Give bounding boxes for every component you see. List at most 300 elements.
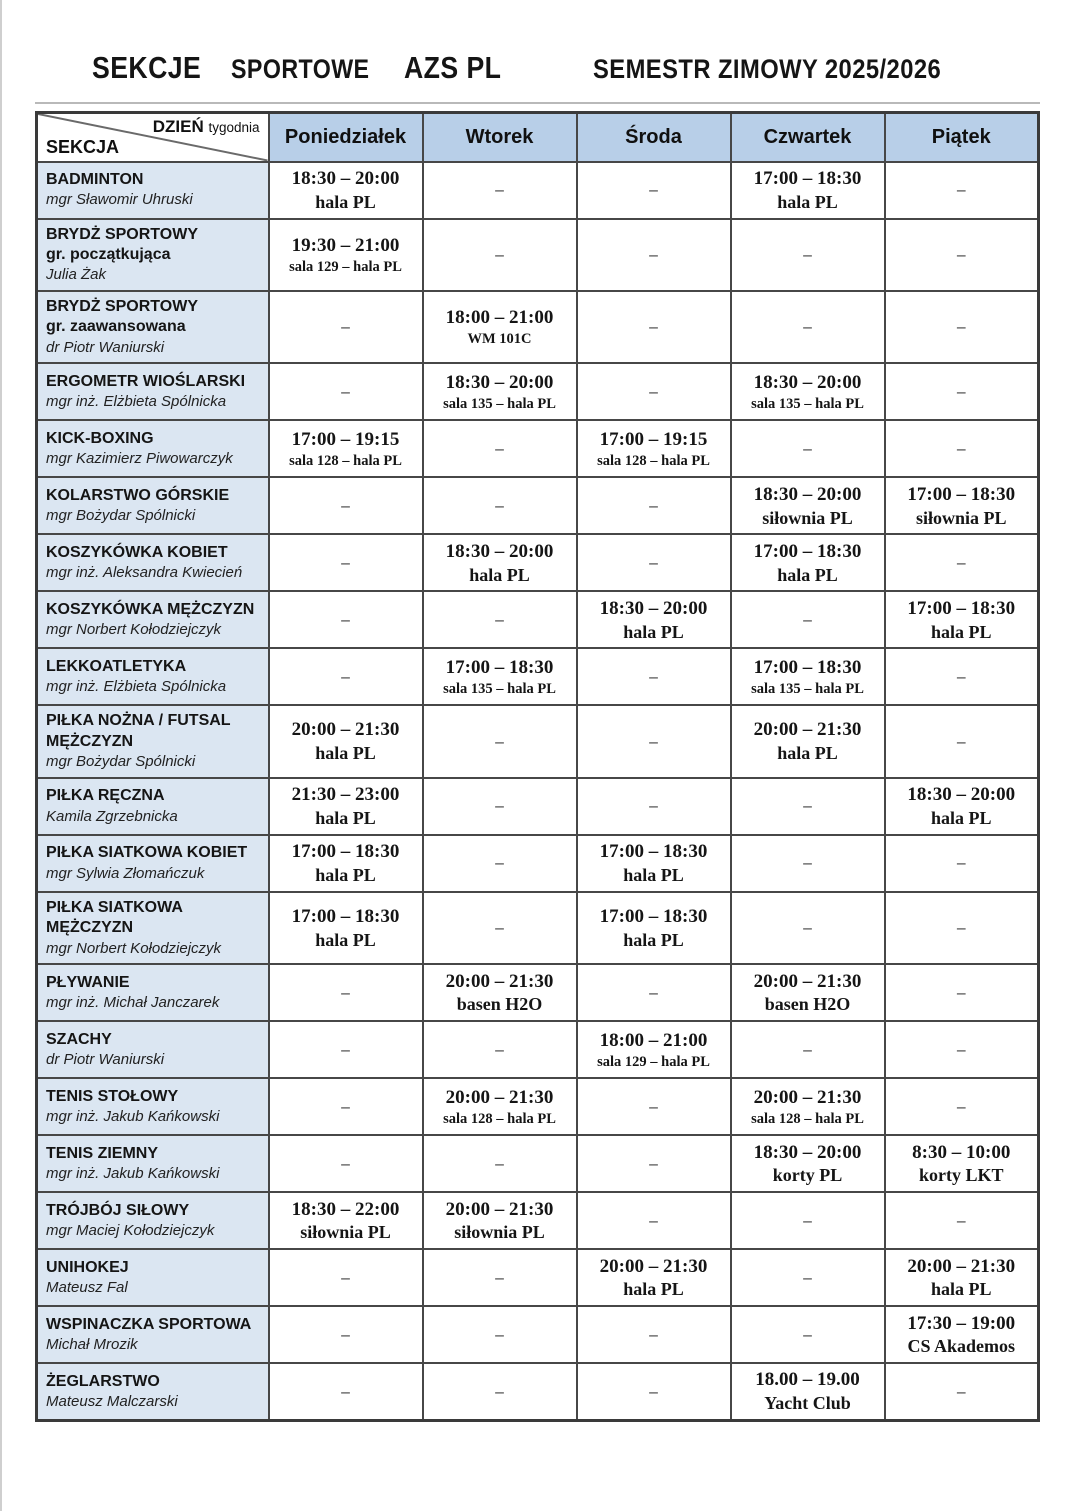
slot-cell xyxy=(423,291,577,363)
slot-time: 20:00 – 21:30 xyxy=(445,970,554,992)
header-row xyxy=(37,113,1039,162)
empty-slot-cell xyxy=(423,219,577,291)
empty-slot-cell xyxy=(577,291,731,363)
empty-slot-cell xyxy=(423,591,577,648)
title-word-sekcje: SEKCJE xyxy=(91,50,201,85)
empty-dash: – xyxy=(803,1267,812,1287)
slot-cell xyxy=(885,778,1039,835)
empty-slot-cell xyxy=(577,534,731,591)
slot-place: sala 135 – hala PL xyxy=(751,680,864,697)
section-cell xyxy=(37,162,269,219)
slot-place: hala PL xyxy=(930,1279,992,1300)
slot-place: siłownia PL xyxy=(454,1222,545,1243)
empty-slot-cell xyxy=(731,1192,885,1249)
empty-slot-cell xyxy=(269,1363,423,1420)
slot-time: 8:30 – 10:00 xyxy=(912,1141,1011,1163)
slot-time: 20:00 – 21:30 xyxy=(753,719,862,741)
empty-dash: – xyxy=(341,1039,350,1059)
empty-dash: – xyxy=(341,1153,350,1173)
slot-place: CS Akademos xyxy=(907,1336,1016,1357)
empty-dash: – xyxy=(495,244,504,264)
section-name: BRYDŻ SPORTOWY xyxy=(46,297,199,315)
slot-cell xyxy=(269,892,423,964)
empty-dash: – xyxy=(649,317,658,337)
empty-slot-cell xyxy=(423,162,577,219)
slot-time: 17:30 – 19:00 xyxy=(907,1312,1016,1334)
section-cell xyxy=(37,420,269,477)
slot-place: hala PL xyxy=(315,864,376,885)
day-header-piatek: Piątek xyxy=(885,113,1039,162)
section-name: UNIHOKEJ xyxy=(46,1258,129,1276)
slot-time: 20:00 – 21:30 xyxy=(445,1086,554,1108)
slot-place: hala PL xyxy=(930,807,992,828)
empty-dash: – xyxy=(341,381,350,401)
slot-place: hala PL xyxy=(777,191,838,212)
empty-slot-cell xyxy=(577,1306,731,1363)
section-cell xyxy=(37,477,269,534)
empty-dash: – xyxy=(649,381,658,401)
slot-time: 18:30 – 20:00 xyxy=(753,483,862,505)
slot-cell xyxy=(269,420,423,477)
section-cell xyxy=(37,1078,269,1135)
section-instructor: dr Piotr Waniurski xyxy=(46,338,165,356)
empty-slot-cell xyxy=(577,1192,731,1249)
section-instructor: Kamila Zgrzebnicka xyxy=(46,807,178,825)
empty-dash: – xyxy=(957,438,966,458)
slot-cell xyxy=(885,591,1039,648)
slot-cell xyxy=(269,778,423,835)
empty-dash: – xyxy=(341,982,350,1002)
slot-cell xyxy=(731,964,885,1021)
empty-slot-cell xyxy=(731,291,885,363)
section-instructor: Julia Żak xyxy=(46,266,107,284)
slot-cell xyxy=(269,219,423,291)
section-name: KICK-BOXING xyxy=(46,429,154,447)
empty-slot-cell xyxy=(731,778,885,835)
slot-time: 18.00 – 19.00 xyxy=(755,1369,860,1391)
empty-slot-cell xyxy=(885,219,1039,291)
slot-time: 20:00 – 21:30 xyxy=(753,970,862,992)
section-instructor: mgr inż. Aleksandra Kwiecień xyxy=(46,564,243,582)
section-name: WSPINACZKA SPORTOWA xyxy=(46,1315,252,1333)
slot-time: 18:30 – 20:00 xyxy=(753,371,862,393)
empty-dash: – xyxy=(649,796,658,816)
empty-dash: – xyxy=(957,317,966,337)
section-name: ERGOMETR WIOŚLARSKI xyxy=(46,372,246,390)
slot-place: sala 135 – hala PL xyxy=(443,680,556,697)
slot-place: korty PL xyxy=(772,1165,843,1186)
empty-dash: – xyxy=(803,853,812,873)
section-cell xyxy=(37,964,269,1021)
empty-slot-cell xyxy=(269,1249,423,1306)
empty-dash: – xyxy=(649,1324,658,1344)
empty-dash: – xyxy=(803,1210,812,1230)
slot-place: sala 135 – hala PL xyxy=(443,395,556,412)
slot-place: hala PL xyxy=(469,564,530,585)
schedule-row xyxy=(37,1363,1039,1420)
section-name: BADMINTON xyxy=(46,171,144,189)
slot-cell xyxy=(423,534,577,591)
empty-dash: – xyxy=(341,317,350,337)
slot-place: hala PL xyxy=(930,621,992,642)
empty-slot-cell xyxy=(577,162,731,219)
section-instructor: mgr Sylwia Złomańczuk xyxy=(46,864,205,882)
section-instructor: mgr inż. Michał Janczarek xyxy=(46,994,220,1012)
slot-time: 18:30 – 20:00 xyxy=(445,540,554,562)
slot-place: sala 129 – hala PL xyxy=(289,258,402,275)
section-instructor: mgr Sławomir Uhruski xyxy=(46,191,193,209)
slot-time: 17:00 – 18:30 xyxy=(753,656,862,678)
empty-slot-cell xyxy=(269,1306,423,1363)
slot-place: korty LKT xyxy=(918,1165,1004,1186)
slot-time: 17:00 – 18:30 xyxy=(291,841,400,863)
empty-slot-cell xyxy=(885,291,1039,363)
slot-place: hala PL xyxy=(777,564,838,585)
slot-cell xyxy=(731,477,885,534)
section-name: BRYDŻ SPORTOWY xyxy=(46,225,199,243)
page-title xyxy=(35,50,1045,86)
empty-slot-cell xyxy=(577,778,731,835)
slot-time: 18:30 – 20:00 xyxy=(291,167,400,189)
empty-slot-cell xyxy=(577,1135,731,1192)
slot-cell xyxy=(885,1249,1039,1306)
slot-time: 18:00 – 21:00 xyxy=(599,1029,708,1051)
empty-dash: – xyxy=(957,180,966,199)
empty-slot-cell xyxy=(731,1249,885,1306)
empty-dash: – xyxy=(803,918,812,938)
day-header-czwartek: Czwartek xyxy=(731,113,885,162)
empty-dash: – xyxy=(495,731,504,751)
slot-time: 18:30 – 20:00 xyxy=(753,1141,862,1163)
empty-dash: – xyxy=(495,853,504,873)
slot-place: hala PL xyxy=(315,743,376,764)
empty-slot-cell xyxy=(577,648,731,705)
schedule-row xyxy=(37,534,1039,591)
schedule-row xyxy=(37,162,1039,219)
section-instructor: Michał Mrozik xyxy=(46,1336,138,1354)
section-name: PIŁKA NOŻNA / FUTSAL MĘŻCZYZN xyxy=(46,712,231,750)
schedule-row xyxy=(37,1306,1039,1363)
section-cell xyxy=(37,1135,269,1192)
schedule-row xyxy=(37,1192,1039,1249)
empty-dash: – xyxy=(495,1153,504,1173)
section-instructor: mgr Bożydar Spólnicki xyxy=(46,507,196,525)
empty-dash: – xyxy=(341,609,350,629)
slot-cell xyxy=(885,1306,1039,1363)
empty-slot-cell xyxy=(269,1078,423,1135)
slot-place: hala PL xyxy=(777,743,838,764)
section-cell xyxy=(37,291,269,363)
empty-slot-cell xyxy=(885,705,1039,777)
slot-cell xyxy=(423,1192,577,1249)
empty-slot-cell xyxy=(423,892,577,964)
title-word-sportowe: SPORTOWE xyxy=(230,54,370,84)
slot-place: hala PL xyxy=(315,929,376,950)
empty-dash: – xyxy=(803,438,812,458)
section-cell xyxy=(37,363,269,420)
empty-slot-cell xyxy=(269,363,423,420)
slot-cell xyxy=(577,835,731,892)
empty-slot-cell xyxy=(731,1306,885,1363)
schedule-row xyxy=(37,835,1039,892)
empty-dash: – xyxy=(957,731,966,751)
slot-time: 19:30 – 21:00 xyxy=(291,234,400,256)
empty-slot-cell xyxy=(885,1078,1039,1135)
slot-time: 17:00 – 19:15 xyxy=(599,428,708,450)
slot-time: 20:00 – 21:30 xyxy=(599,1255,708,1277)
section-name: KOSZYKÓWKA MĘŻCZYZN xyxy=(46,600,255,618)
section-cell xyxy=(37,591,269,648)
slot-place: Yacht Club xyxy=(764,1393,851,1414)
slot-place: hala PL xyxy=(623,864,684,885)
empty-dash: – xyxy=(341,1267,350,1287)
empty-dash: – xyxy=(649,1381,658,1401)
empty-dash: – xyxy=(957,1210,966,1230)
empty-dash: – xyxy=(495,1324,504,1344)
empty-dash: – xyxy=(957,666,966,686)
section-instructor: mgr Norbert Kołodziejczyk xyxy=(46,939,222,957)
schedule-row xyxy=(37,477,1039,534)
empty-dash: – xyxy=(495,1039,504,1059)
slot-place: sala 128 – hala PL xyxy=(289,452,402,469)
slot-cell xyxy=(731,534,885,591)
section-name: PIŁKA SIATKOWA KOBIET xyxy=(46,844,248,862)
section-name: SZACHY xyxy=(46,1030,112,1048)
section-cell xyxy=(37,219,269,291)
slot-cell xyxy=(731,648,885,705)
section-instructor: mgr inż. Jakub Kańkowski xyxy=(46,1108,220,1126)
slot-place: hala PL xyxy=(623,621,684,642)
section-name: TENIS ZIEMNY xyxy=(46,1144,159,1162)
empty-slot-cell xyxy=(885,648,1039,705)
empty-slot-cell xyxy=(269,648,423,705)
slot-time: 17:00 – 18:30 xyxy=(599,841,708,863)
slot-time: 21:30 – 23:00 xyxy=(291,784,400,806)
empty-dash: – xyxy=(341,1381,350,1401)
empty-dash: – xyxy=(957,1096,966,1116)
empty-dash: – xyxy=(495,438,504,458)
section-cell xyxy=(37,648,269,705)
schedule-row xyxy=(37,420,1039,477)
section-cell xyxy=(37,1306,269,1363)
slot-cell xyxy=(885,477,1039,534)
slot-cell xyxy=(731,705,885,777)
schedule-row xyxy=(37,1078,1039,1135)
empty-dash: – xyxy=(803,1039,812,1059)
empty-slot-cell xyxy=(885,1192,1039,1249)
empty-dash: – xyxy=(649,552,658,572)
empty-dash: – xyxy=(649,731,658,751)
slot-time: 17:00 – 18:30 xyxy=(599,905,708,927)
slot-cell xyxy=(731,1078,885,1135)
empty-slot-cell xyxy=(423,705,577,777)
day-header-wtorek: Wtorek xyxy=(423,113,577,162)
empty-dash: – xyxy=(495,180,504,199)
section-name: TRÓJBÓJ SIŁOWY xyxy=(46,1201,190,1219)
empty-dash: – xyxy=(495,495,504,515)
section-instructor: mgr inż. Elżbieta Spólnicka xyxy=(46,393,227,411)
empty-slot-cell xyxy=(269,477,423,534)
section-cell xyxy=(37,835,269,892)
slot-time: 17:00 – 18:30 xyxy=(291,905,400,927)
section-cell xyxy=(37,534,269,591)
empty-slot-cell xyxy=(885,835,1039,892)
slot-cell xyxy=(577,1021,731,1078)
section-name: KOSZYKÓWKA KOBIET xyxy=(46,543,228,561)
empty-slot-cell xyxy=(577,1078,731,1135)
empty-slot-cell xyxy=(423,477,577,534)
empty-dash: – xyxy=(957,982,966,1002)
slot-place: siłownia PL xyxy=(762,507,853,528)
empty-slot-cell xyxy=(269,591,423,648)
empty-slot-cell xyxy=(423,1306,577,1363)
slot-place: hala PL xyxy=(623,929,684,950)
section-cell xyxy=(37,1192,269,1249)
slot-place: basen H2O xyxy=(764,994,851,1015)
schedule-row xyxy=(37,1135,1039,1192)
schedule-row xyxy=(37,648,1039,705)
empty-slot-cell xyxy=(423,1135,577,1192)
slot-cell xyxy=(577,1249,731,1306)
schedule-row xyxy=(37,964,1039,1021)
empty-dash: – xyxy=(803,1324,812,1344)
empty-slot-cell xyxy=(885,420,1039,477)
corner-day-label: DZIEŃ tygodnia xyxy=(152,117,260,136)
schedule-row xyxy=(37,705,1039,777)
slot-time: 20:00 – 21:30 xyxy=(907,1255,1016,1277)
empty-dash: – xyxy=(649,495,658,515)
schedule-row xyxy=(37,363,1039,420)
empty-dash: – xyxy=(957,244,966,264)
empty-slot-cell xyxy=(731,892,885,964)
empty-dash: – xyxy=(803,317,812,337)
empty-dash: – xyxy=(341,1096,350,1116)
slot-place: hala PL xyxy=(315,191,376,212)
section-name: LEKKOATLETYKA xyxy=(46,657,187,675)
title-left xyxy=(92,50,517,86)
section-cell xyxy=(37,1021,269,1078)
empty-slot-cell xyxy=(885,892,1039,964)
schedule-row xyxy=(37,892,1039,964)
empty-slot-cell xyxy=(269,291,423,363)
empty-slot-cell xyxy=(423,1249,577,1306)
title-semester: SEMESTR ZIMOWY 2025/2026 xyxy=(592,54,942,84)
empty-dash: – xyxy=(957,381,966,401)
empty-dash: – xyxy=(957,552,966,572)
schedule-row xyxy=(37,778,1039,835)
empty-slot-cell xyxy=(885,964,1039,1021)
empty-dash: – xyxy=(495,609,504,629)
empty-dash: – xyxy=(803,244,812,264)
slot-place: sala 129 – hala PL xyxy=(597,1053,710,1070)
empty-slot-cell xyxy=(269,1021,423,1078)
empty-dash: – xyxy=(341,552,350,572)
section-instructor: mgr inż. Jakub Kańkowski xyxy=(46,1165,220,1183)
empty-dash: – xyxy=(957,918,966,938)
section-name: KOLARSTWO GÓRSKIE xyxy=(46,486,230,504)
empty-slot-cell xyxy=(577,1363,731,1420)
section-instructor: Mateusz Fal xyxy=(46,1279,128,1297)
empty-slot-cell xyxy=(423,1363,577,1420)
slot-cell xyxy=(423,363,577,420)
slot-time: 17:00 – 19:15 xyxy=(291,428,400,450)
empty-slot-cell xyxy=(269,964,423,1021)
schedule-row xyxy=(37,219,1039,291)
slot-time: 18:30 – 20:00 xyxy=(445,371,554,393)
section-cell xyxy=(37,778,269,835)
empty-slot-cell xyxy=(577,363,731,420)
slot-time: 20:00 – 21:30 xyxy=(291,719,400,741)
empty-slot-cell xyxy=(577,219,731,291)
section-name: PŁYWANIE xyxy=(46,973,130,991)
slot-time: 17:00 – 18:30 xyxy=(753,540,862,562)
section-group: gr. początkująca xyxy=(46,245,171,263)
section-name: TENIS STOŁOWY xyxy=(46,1087,179,1105)
empty-slot-cell xyxy=(577,964,731,1021)
slot-place: siłownia PL xyxy=(300,1222,391,1243)
slot-cell xyxy=(731,1135,885,1192)
empty-slot-cell xyxy=(731,219,885,291)
slot-cell xyxy=(731,363,885,420)
empty-dash: – xyxy=(649,244,658,264)
section-cell xyxy=(37,892,269,964)
slot-cell xyxy=(731,162,885,219)
empty-dash: – xyxy=(495,918,504,938)
section-instructor: mgr Bożydar Spólnicki xyxy=(46,753,196,771)
slot-place: WM 101C xyxy=(467,330,532,347)
section-cell xyxy=(37,705,269,777)
slot-place: sala 128 – hala PL xyxy=(597,452,710,469)
slot-time: 20:00 – 21:30 xyxy=(753,1086,862,1108)
section-group: gr. zaawansowana xyxy=(46,318,186,336)
empty-dash: – xyxy=(649,1096,658,1116)
slot-cell xyxy=(885,1135,1039,1192)
empty-slot-cell xyxy=(731,591,885,648)
slot-place: hala PL xyxy=(623,1279,684,1300)
section-instructor: mgr Kazimierz Piwowarczyk xyxy=(46,450,233,468)
empty-slot-cell xyxy=(423,835,577,892)
slot-cell xyxy=(269,1192,423,1249)
empty-dash: – xyxy=(341,495,350,515)
slot-time: 17:00 – 18:30 xyxy=(753,167,862,189)
day-header-sroda: Środa xyxy=(577,113,731,162)
slot-time: 20:00 – 21:30 xyxy=(445,1198,554,1220)
slot-time: 18:00 – 21:00 xyxy=(445,307,554,329)
empty-dash: – xyxy=(649,180,658,199)
section-instructor: Mateusz Malczarski xyxy=(46,1392,178,1410)
section-instructor: dr Piotr Waniurski xyxy=(46,1051,165,1069)
empty-slot-cell xyxy=(423,420,577,477)
slot-time: 18:30 – 20:00 xyxy=(907,784,1016,806)
schedule-row xyxy=(37,1249,1039,1306)
empty-dash: – xyxy=(803,609,812,629)
empty-slot-cell xyxy=(269,1135,423,1192)
slot-cell xyxy=(423,648,577,705)
slot-place: siłownia PL xyxy=(915,507,1007,528)
slot-cell xyxy=(269,835,423,892)
corner-section-label: SEKCJA xyxy=(46,136,120,157)
schedule-row xyxy=(37,291,1039,363)
slot-place: basen H2O xyxy=(456,994,543,1015)
slot-cell xyxy=(269,705,423,777)
empty-dash: – xyxy=(803,796,812,816)
section-instructor: mgr inż. Elżbieta Spólnicka xyxy=(46,678,227,696)
slot-cell xyxy=(269,162,423,219)
empty-slot-cell xyxy=(577,705,731,777)
empty-dash: – xyxy=(649,982,658,1002)
day-header-poniedzialek: Poniedziałek xyxy=(269,113,423,162)
slot-place: hala PL xyxy=(315,807,376,828)
